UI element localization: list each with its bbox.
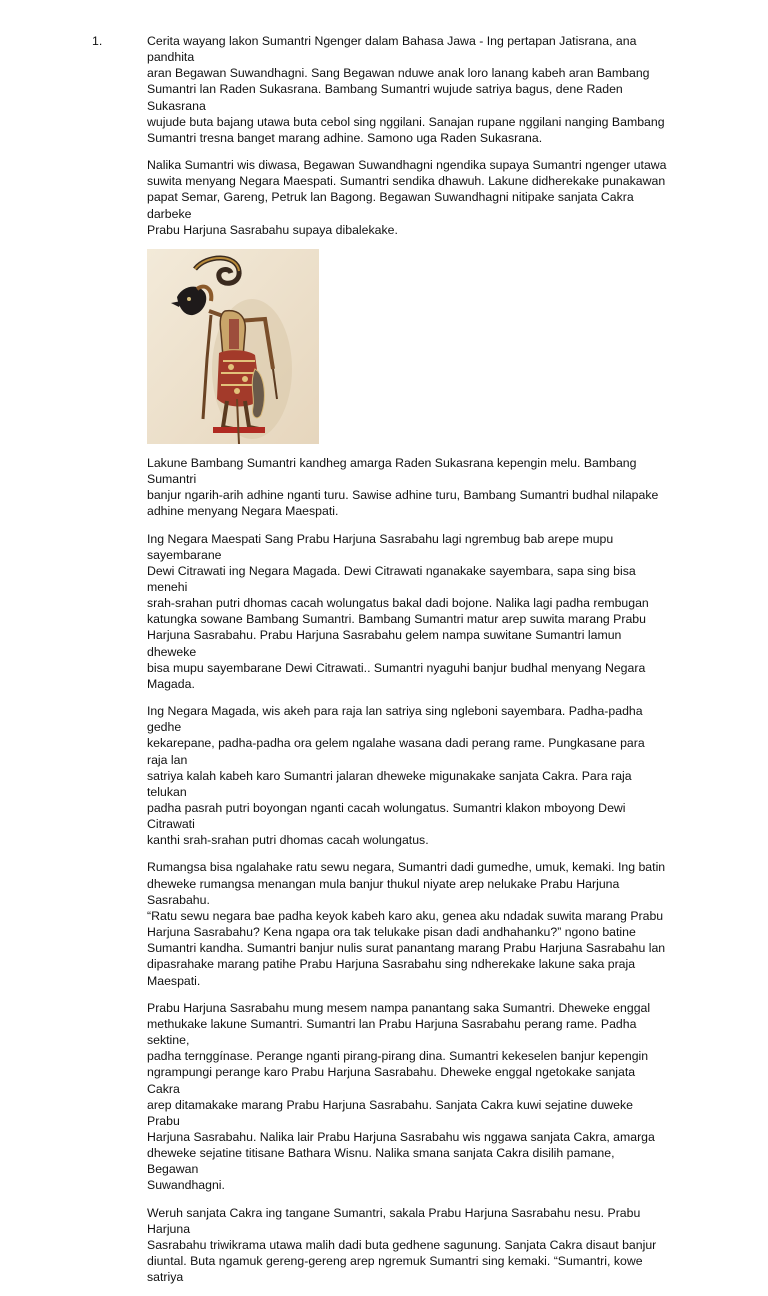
paragraph-6: Rumangsa bisa ngalahake ratu sewu negara, Sumantri dadi gumedhe, umuk, kemaki. Ing batin dheweke rumangsa menangan mula banjur thukul niyate arep nelukake Prabu Harjuna Sasrabahu. “Ratu sewu negara bae padha keyok kabeh karo aku, genea aku ndadak suwita marang Prabu Harjuna Sasrabahu? Kena ngapa ora tak telukake pisan dadi andhahanku?” ngono batine Sumantri kandha. Sumantri banjur nulis surat panantang marang Prabu Harjuna Sasrabahu lan dipasrahake marang patihe Prabu Harjuna Sasrabahu sing ndherekake lakune saka praja Maespati.: [147, 860, 666, 988]
paragraph-8: Weruh sanjata Cakra ing tangane Sumantri, sakala Prabu Harjuna Sasrabahu nesu. Prabu Harjuna Sasrabahu triwikrama utawa malih dadi buta gedhene sagunung. Sanjata Cakra disaut banjur diuntal. Buta ngamuk gereng-gereng arep ngremuk Sumantri sing kemaki. “Sumantri, kowe satriya: [147, 1205, 657, 1285]
wayang-puppet-image: [147, 249, 319, 444]
list-item-number: 1.: [92, 34, 103, 48]
paragraph-3: Lakune Bambang Sumantri kandheg amarga Raden Sukasrana kepengin melu. Bambang Sumantri banjur ngarih-arih adhine nganti turu. Sawise adhine turu, Bambang Sumantri budhal nilapake adhine menyang Negara Maespati.: [147, 455, 659, 519]
document-body: [147, 33, 667, 1296]
paragraph-7: Prabu Harjuna Sasrabahu mung mesem nampa panantang saka Sumantri. Dheweke enggal methukake lakune Sumantri. Sumantri lan Prabu Harjuna Sasrabahu perang rame. Padha sektine, padha ternggínase. Perange nganti pirang-pirang dina. Sumantri kekeselen banjur kepengin ngrampungi perange karo Prabu Harjuna Sasrabahu. Dheweke enggal ngetokake sanjata Cakra arep ditamakake marang Prabu Harjuna Sasrabahu. Sanjata Cakra kuwi sejatine duweke Prabu Harjuna Sasrabahu. Nalika lair Prabu Harjuna Sasrabahu wis nggawa sanjata Cakra, amarga dheweke sejatine titisane Bathara Wisnu. Nalika smana sanjata Cakra disilih pamane, Begawan Suwandhagni.: [147, 1000, 655, 1193]
paragraph-5: Ing Negara Magada, wis akeh para raja lan satriya sing ngleboni sayembara. Padha-padha gedhe kekarepane, padha-padha ora gelem ngalahe wasana dadi perang rame. Pungkasane para raja lan satriya kalah kabeh karo Sumantri jalaran dheweke migunakake sanjata Cakra. Para raja telukan padha pasrah putri boyongan nganti cacah wolungatus. Sumantri klakon mboyong Dewi Citrawati kanthi srah-srahan putri dhomas cacah wolungatus.: [147, 704, 645, 848]
paragraph-1: Cerita wayang lakon Sumantri Ngenger dalam Bahasa Jawa - Ing pertapan Jatisrana, ana pandhita aran Begawan Suwandhagni. Sang Begawan nduwe anak loro lanang kabeh aran Bambang Sumantri lan Raden Sukasrana. Bambang Sumantri wujude satriya bagus, dene Raden Sukasrana wujude buta bajang utawa buta cebol sing nggilani. Sanajan rupane nggilani nanging Bambang Sumantri tresna banget marang adhine. Samono uga Raden Sukasrana.: [147, 34, 665, 145]
paragraph-2: Nalika Sumantri wis diwasa, Begawan Suwandhagni ngendika supaya Sumantri ngenger utawa suwita menyang Negara Maespati. Sumantri sendika dhawuh. Lakune didherekake punakawan papat Semar, Gareng, Petruk lan Bagong. Begawan Suwandhagni nitipake sanjata Cakra darbeke Prabu Harjuna Sasrabahu supaya dibalekake.: [147, 158, 667, 237]
paragraph-4: Ing Negara Maespati Sang Prabu Harjuna Sasrabahu lagi ngrembug bab arepe mupu sayembarane Dewi Citrawati ing Negara Magada. Dewi Citrawati nganakake sayembara, sapa sing bisa menehi srah-srahan putri dhomas cacah wolungatus bakal dadi bojone. Nalika lagi padha rembugan katungka sowane Bambang Sumantri. Bambang Sumantri matur arep suwita marang Prabu Harjuna Sasrabahu. Prabu Harjuna Sasrabahu gelem nampa suwitane Sumantri lamun dheweke bisa mupu sayembarane Dewi Citrawati.. Sumantri nyaguhi banjur budhal menyang Negara Magada.: [147, 531, 649, 691]
